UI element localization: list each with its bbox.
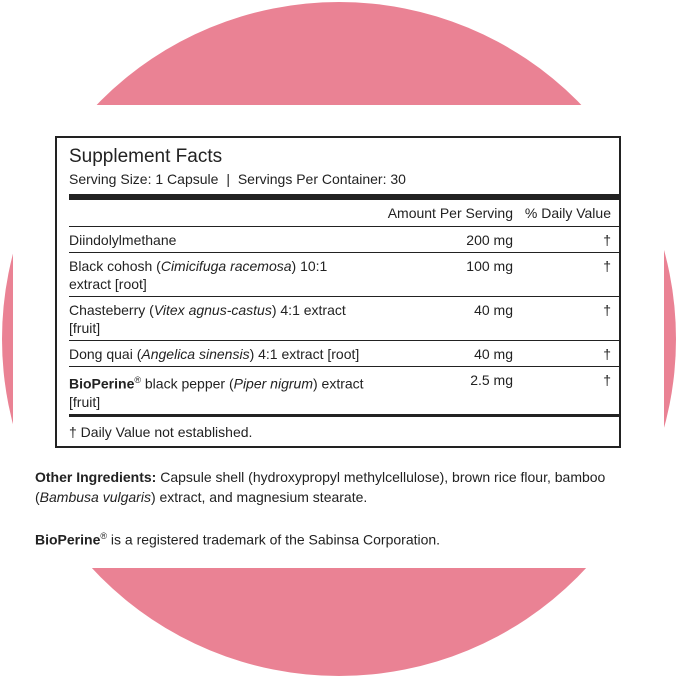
ingredient-name: BioPerine® black pepper (Piper nigrum) extract [fruit]	[69, 375, 364, 410]
ingredient-dv: †	[603, 232, 611, 248]
ingredient-dv: †	[603, 258, 611, 274]
label-panel	[13, 105, 664, 568]
ingredient-row	[69, 341, 619, 367]
facts-header-row	[69, 200, 619, 227]
serving-separator: |	[226, 171, 230, 187]
ingredient-row	[69, 227, 619, 253]
serving-size: Serving Size: 1 Capsule	[69, 171, 219, 187]
other-ingredients: Other Ingredients: Capsule shell (hydroxypropyl methylcellulose), brown rice flour, bamboo (Bambusa vulgaris) extract, and magnesium stearate.	[35, 469, 606, 505]
ingredient-name: Dong quai (Angelica sinensis) 4:1 extract [root]	[69, 346, 360, 362]
ingredient-name: Black cohosh (Cimicifuga racemosa) 10:1 extract [root]	[69, 258, 328, 292]
amount-header: Amount Per Serving	[387, 205, 513, 221]
ingredient-name: Diindolylmethane	[69, 232, 177, 248]
facts-footnote: † Daily Value not established.	[69, 423, 253, 440]
daily-value-header: % Daily Value	[524, 205, 611, 221]
ingredient-amount: 2.5 mg	[470, 372, 513, 388]
ingredient-amount: 40 mg	[474, 346, 513, 362]
ingredient-row	[69, 367, 619, 417]
trademark-brand: BioPerine	[35, 531, 101, 548]
ingredient-row	[69, 253, 619, 297]
ingredient-dv: †	[603, 302, 611, 318]
other-ingredients-label: Other Ingredients:	[35, 469, 157, 485]
ingredient-amount: 40 mg	[474, 302, 513, 318]
ingredient-row	[69, 297, 619, 341]
ingredient-dv: †	[603, 372, 611, 388]
ingredient-name: Chasteberry (Vitex agnus-castus) 4:1 extract [fruit]	[69, 302, 346, 336]
facts-title: Supplement Facts	[69, 146, 223, 167]
ingredient-amount: 200 mg	[466, 232, 513, 248]
servings-per-container: Servings Per Container: 30	[237, 171, 406, 187]
supplement-facts-table	[55, 136, 621, 448]
ingredient-dv: †	[603, 346, 611, 362]
trademark-note: BioPerine® is a registered trademark of the Sabinsa Corporation.	[35, 531, 441, 548]
ingredient-amount: 100 mg	[466, 258, 513, 274]
serving-info	[69, 169, 619, 189]
